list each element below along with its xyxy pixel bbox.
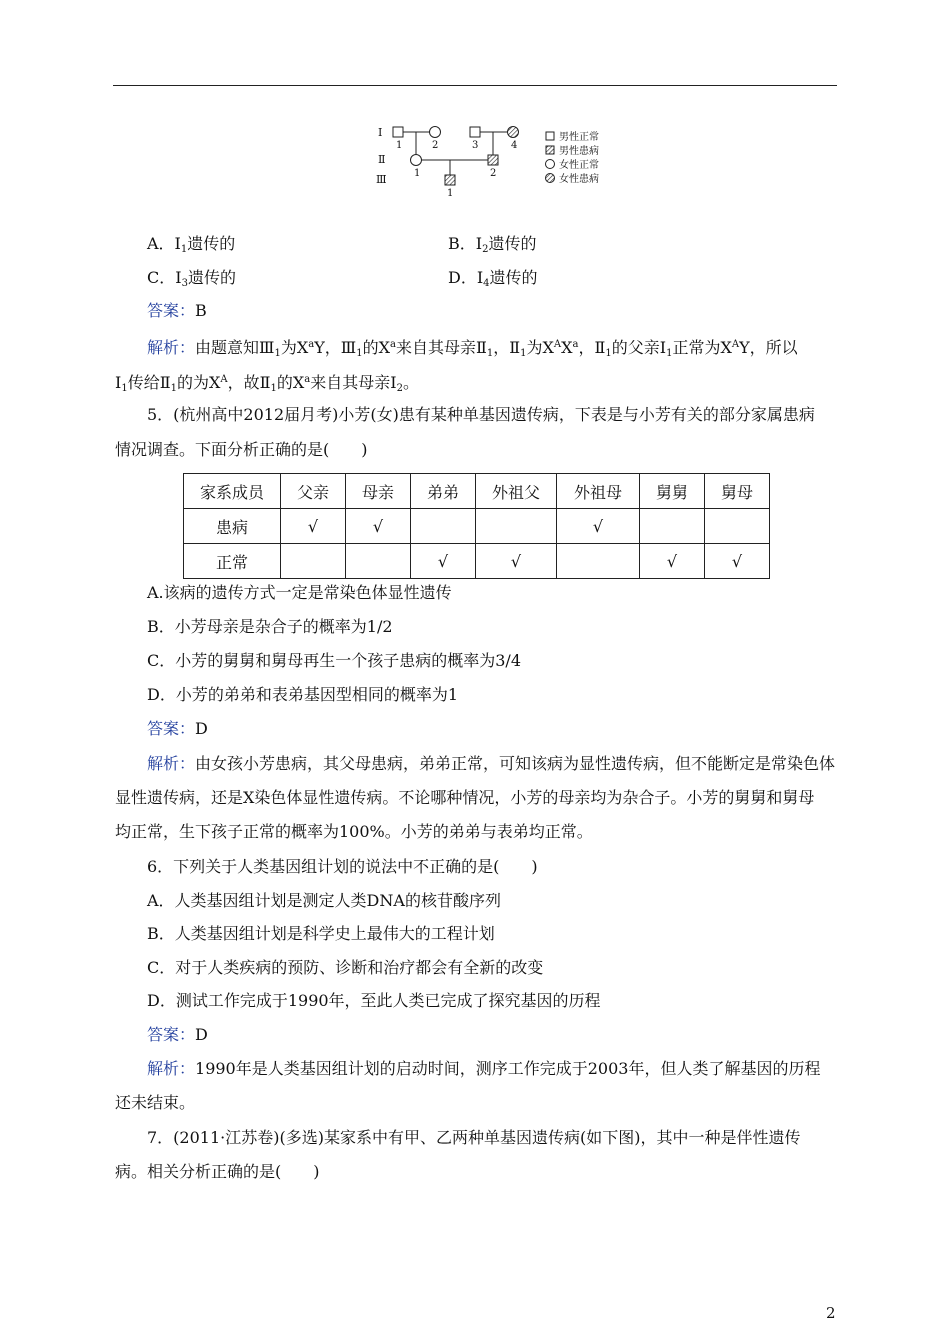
q6-option-c: C．对于人类疾病的预防、诊断和治疗都会有全新的改变 <box>147 958 544 977</box>
table-cell <box>476 509 557 544</box>
q6-analysis-line1: 解析：1990年是人类基因组计划的启动时间，测序工作完成于2003年，但人类了解基因的历程 <box>147 1059 821 1078</box>
q4-answer: 答案：B <box>147 301 207 320</box>
gen-label-3: Ⅲ <box>376 173 387 186</box>
q6-option-b: B．人类基因组计划是科学史上最伟大的工程计划 <box>147 924 495 943</box>
table-cell <box>705 509 770 544</box>
table-cell <box>346 544 411 579</box>
table-cell: √ <box>640 544 705 579</box>
q4-analysis-line1: 解析：由题意知$Ⅲ_1$为$X^aY$，$Ⅲ_1$的$X^a$来自其母亲$Ⅱ_1$，$Ⅱ_1$为$X^AX^a$，$Ⅱ_1$的父亲$Ⅰ_1$正常为$X^AY$，所以 <box>147 338 798 359</box>
table-row <box>184 509 770 544</box>
table-cell: √ <box>411 544 476 579</box>
gen2-num-2: 2 <box>490 168 497 179</box>
table-cell: √ <box>476 544 557 579</box>
gen1-num-2: 2 <box>432 140 439 151</box>
gen3-num-1: 1 <box>447 188 454 199</box>
q5-option-a: A.该病的遗传方式一定是常染色体显性遗传 <box>147 583 452 602</box>
header-cell: 母亲 <box>346 474 411 509</box>
q5-answer: 答案：D <box>147 719 208 738</box>
table-header-row <box>184 474 770 509</box>
gen1-num-1: 1 <box>396 140 403 151</box>
header-cell: 家系成员 <box>184 474 281 509</box>
q4-option-c: C．$Ⅰ_3$遗传的 <box>147 268 236 289</box>
q7-stem-line2: 病。相关分析正确的是( ) <box>115 1162 320 1181</box>
header-cell: 舅舅 <box>640 474 705 509</box>
individual-I2 <box>430 127 441 138</box>
gen-label-2: Ⅱ <box>378 153 386 166</box>
header-cell: 舅母 <box>705 474 770 509</box>
legend-female-affected: 女性患病 <box>559 174 599 185</box>
gen2-num-1: 1 <box>414 168 421 179</box>
family-survey-table <box>183 473 770 579</box>
header-cell: 外祖父 <box>476 474 557 509</box>
individual-II2 <box>488 155 498 165</box>
q5-stem-line2: 情况调查。下面分析正确的是( ) <box>115 440 368 459</box>
q5-analysis-line1: 解析：由女孩小芳患病，其父母患病，弟弟正常，可知该病为显性遗传病，但不能断定是常染色体 <box>147 754 836 773</box>
table-cell: √ <box>557 509 640 544</box>
gen1-num-4: 4 <box>511 140 518 151</box>
q4-option-d: D．$Ⅰ_4$遗传的 <box>448 268 538 289</box>
q6-analysis-line2: 还未结束。 <box>115 1093 196 1112</box>
q5-stem-line1: 5．(杭州高中2012届月考)小芳(女)患有某种单基因遗传病，下表是与小芳有关的部分家属患病 <box>147 405 815 424</box>
gen1-num-3: 3 <box>472 140 479 151</box>
q5-analysis-line3: 均正常，生下孩子正常的概率为100%。小芳的弟弟与表弟均正常。 <box>115 822 593 841</box>
individual-I4 <box>508 127 519 138</box>
table-cell <box>411 509 476 544</box>
q7-stem-line1: 7．(2011·江苏卷)(多选)某家系中有甲、乙两种单基因遗传病(如下图)，其中一种是伴性遗传 <box>147 1128 801 1147</box>
individual-I1 <box>393 127 403 137</box>
header-cell: 父亲 <box>281 474 346 509</box>
header-cell: 弟弟 <box>411 474 476 509</box>
q6-stem: 6．下列关于人类基因组计划的说法中不正确的是( ) <box>147 857 538 876</box>
table-cell: 正常 <box>184 544 281 579</box>
legend-male-normal: 男性正常 <box>559 132 599 143</box>
q5-option-d: D．小芳的弟弟和表弟基因型相同的概率为1 <box>147 685 459 704</box>
q4-option-a: A．$Ⅰ_1$遗传的 <box>147 234 236 255</box>
page-number: 2 <box>826 1304 836 1322</box>
individual-I3 <box>470 127 480 137</box>
q5-analysis-line2: 显性遗传病，还是X染色体显性遗传病。不论哪种情况，小芳的母亲均为杂合子。小芳的舅舅和舅母 <box>115 788 815 807</box>
q4-option-b: B．$Ⅰ_2$遗传的 <box>448 234 537 255</box>
table-row <box>184 544 770 579</box>
legend-female-normal: 女性正常 <box>559 160 599 171</box>
q6-option-d: D．测试工作完成于1990年，至此人类已完成了探究基因的历程 <box>147 991 601 1010</box>
q4-analysis-line2: $Ⅰ_1$传给$Ⅱ_1$的为$X^A$，故$Ⅱ_1$的$X^a$来自其母亲$Ⅰ_2$。 <box>115 373 419 394</box>
table-cell: √ <box>281 509 346 544</box>
header-cell: 外祖母 <box>557 474 640 509</box>
table-cell: √ <box>346 509 411 544</box>
header-rule <box>113 85 837 86</box>
legend-male-affected: 男性患病 <box>559 146 599 157</box>
table-cell <box>640 509 705 544</box>
table-cell <box>557 544 640 579</box>
gen-label-1: Ⅰ <box>378 126 383 139</box>
individual-III1 <box>445 175 455 185</box>
q5-option-c: C．小芳的舅舅和舅母再生一个孩子患病的概率为3/4 <box>147 651 521 670</box>
table-cell <box>281 544 346 579</box>
q5-option-b: B．小芳母亲是杂合子的概率为1/2 <box>147 617 393 636</box>
q6-answer: 答案：D <box>147 1025 208 1044</box>
table-cell: √ <box>705 544 770 579</box>
q6-option-a: A．人类基因组计划是测定人类DNA的核苷酸序列 <box>147 891 501 910</box>
table-cell: 患病 <box>184 509 281 544</box>
pedigree-diagram <box>370 120 620 200</box>
individual-II1 <box>411 155 422 166</box>
